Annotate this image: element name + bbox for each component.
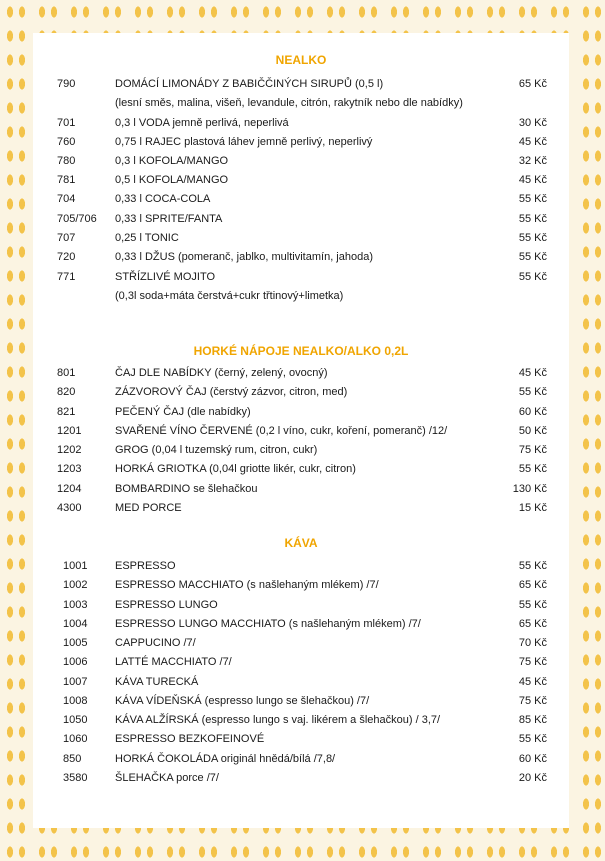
- menu-item: [33, 290, 569, 309]
- menu-item: [33, 155, 569, 174]
- menu-item: [33, 251, 569, 270]
- item-name: ESPRESSO: [115, 560, 176, 572]
- item-name: 0,33 l SPRITE/FANTA: [115, 213, 223, 225]
- item-price: 45 Kč: [518, 136, 547, 148]
- item-name: CAPPUCINO /7/: [115, 637, 196, 649]
- item-price: 55 Kč: [518, 213, 547, 225]
- item-name: KÁVA ALŽÍRSKÁ (espresso lungo s vaj. likérem a šlehačkou) / 3,7/: [115, 714, 441, 726]
- item-price: 65 Kč: [518, 78, 547, 90]
- item-code: 771: [57, 271, 76, 283]
- item-code: 1003: [63, 599, 88, 611]
- menu-item: [33, 136, 569, 155]
- item-name: DOMÁCÍ LIMONÁDY Z BABIČČINÝCH SIRUPŮ (0,5 l): [115, 78, 384, 90]
- menu-item: [33, 733, 569, 752]
- item-code: 820: [57, 386, 76, 398]
- menu-item: [33, 656, 569, 675]
- item-code: 1203: [57, 463, 82, 475]
- item-code: 1006: [63, 656, 88, 668]
- item-price: 55 Kč: [518, 599, 547, 611]
- item-code: 705/706: [57, 213, 97, 225]
- item-name: KÁVA TURECKÁ: [115, 676, 199, 688]
- item-price: 50 Kč: [518, 425, 547, 437]
- item-code: 1060: [63, 733, 88, 745]
- menu-item: [33, 386, 569, 405]
- item-code: 1204: [57, 483, 82, 495]
- item-code: 1004: [63, 618, 88, 630]
- item-name: HORKÁ ČOKOLÁDA originál hnědá/bílá /7,8/: [115, 753, 336, 765]
- item-code: 1008: [63, 695, 88, 707]
- menu-item: [33, 560, 569, 579]
- item-name: STŘÍZLIVÉ MOJITO: [115, 271, 216, 283]
- menu-item: [33, 174, 569, 193]
- item-code: 850: [63, 753, 82, 765]
- menu-item: [33, 213, 569, 232]
- menu-item: [33, 117, 569, 136]
- menu-item: [33, 753, 569, 772]
- item-name: MED PORCE: [115, 502, 182, 514]
- menu-item: [33, 463, 569, 482]
- item-code: 760: [57, 136, 76, 148]
- item-price: 45 Kč: [518, 676, 547, 688]
- item-price: 45 Kč: [518, 174, 547, 186]
- item-price: 32 Kč: [518, 155, 547, 167]
- menu-item: [33, 232, 569, 251]
- menu-item: [33, 406, 569, 425]
- item-name: 0,3 l KOFOLA/MANGO: [115, 155, 229, 167]
- item-price: 60 Kč: [518, 406, 547, 418]
- item-price: 75 Kč: [518, 656, 547, 668]
- item-price: 85 Kč: [518, 714, 547, 726]
- item-name: 0,33 l COCA-COLA: [115, 193, 211, 205]
- menu-item: [33, 78, 569, 97]
- item-name: ESPRESSO MACCHIATO (s našlehaným mlékem) /7/: [115, 579, 379, 591]
- menu-item: [33, 714, 569, 733]
- item-code: 4300: [57, 502, 82, 514]
- item-price: 55 Kč: [518, 271, 547, 283]
- item-name: GROG (0,04 l tuzemský rum, citron, cukr): [115, 444, 318, 456]
- menu-item: [33, 444, 569, 463]
- item-price: 60 Kč: [518, 753, 547, 765]
- item-price: 130 Kč: [512, 483, 547, 495]
- item-code: 3580: [63, 772, 88, 784]
- item-code: 1001: [63, 560, 88, 572]
- item-name: (0,3l soda+máta čerstvá+cukr třtinový+limetka): [115, 290, 344, 302]
- item-code: 1202: [57, 444, 82, 456]
- item-name: 0,25 l TONIC: [115, 232, 179, 244]
- item-name: ŠLEHAČKA porce /7/: [115, 772, 219, 784]
- item-price: 20 Kč: [518, 772, 547, 784]
- menu-item: [33, 425, 569, 444]
- item-code: 720: [57, 251, 76, 263]
- item-code: 1002: [63, 579, 88, 591]
- item-name: KÁVA VÍDEŇSKÁ (espresso lungo se šlehačkou) /7/: [115, 695, 370, 707]
- item-name: ZÁZVOROVÝ ČAJ (čerstvý zázvor, citron, med): [115, 386, 348, 398]
- item-name: 0,5 l KOFOLA/MANGO: [115, 174, 229, 186]
- item-code: 1201: [57, 425, 82, 437]
- item-price: 55 Kč: [518, 733, 547, 745]
- menu-item: [33, 483, 569, 502]
- item-price: 30 Kč: [518, 117, 547, 129]
- item-name: SVAŘENÉ VÍNO ČERVENÉ (0,2 l víno, cukr, koření, pomeranč) /12/: [115, 425, 448, 437]
- section-title-hot-drinks: HORKÉ NÁPOJE NEALKO/ALKO 0,2L: [193, 344, 409, 358]
- item-code: 704: [57, 193, 76, 205]
- menu-item: [33, 502, 569, 521]
- item-name: 0,3 l VODA jemně perlivá, neperlivá: [115, 117, 289, 129]
- item-price: 70 Kč: [518, 637, 547, 649]
- item-name: PEČENÝ ČAJ (dle nabídky): [115, 406, 251, 418]
- menu-sheet: [33, 33, 569, 828]
- item-price: 45 Kč: [518, 367, 547, 379]
- item-name: HORKÁ GRIOTKA (0,04l griotte likér, cukr, citron): [115, 463, 356, 475]
- menu-item: [33, 772, 569, 791]
- item-name: ESPRESSO LUNGO: [115, 599, 218, 611]
- item-name: (lesní směs, malina, višeň, levandule, citrón, rakytník nebo dle nabídky): [115, 97, 463, 109]
- item-price: 55 Kč: [518, 232, 547, 244]
- section-title-kava: KÁVA: [284, 536, 318, 550]
- item-price: 55 Kč: [518, 386, 547, 398]
- menu-item: [33, 579, 569, 598]
- item-code: 801: [57, 367, 76, 379]
- item-name: BOMBARDINO se šlehačkou: [115, 483, 258, 495]
- item-price: 65 Kč: [518, 618, 547, 630]
- menu-item: [33, 695, 569, 714]
- item-price: 55 Kč: [518, 560, 547, 572]
- item-code: 780: [57, 155, 76, 167]
- item-code: 1005: [63, 637, 88, 649]
- item-name: ČAJ DLE NABÍDKY (černý, zelený, ovocný): [115, 367, 328, 379]
- item-price: 55 Kč: [518, 193, 547, 205]
- menu-item: [33, 193, 569, 212]
- item-code: 707: [57, 232, 76, 244]
- menu-item: [33, 367, 569, 386]
- item-name: ESPRESSO BEZKOFEINOVÉ: [115, 733, 265, 745]
- item-code: 1050: [63, 714, 88, 726]
- item-name: 0,33 l DŽUS (pomeranč, jablko, multivitamín, jahoda): [115, 251, 373, 263]
- menu-item: [33, 97, 569, 116]
- item-name: 0,75 l RAJEC plastová láhev jemně perlivý, neperlivý: [115, 136, 373, 148]
- item-price: 65 Kč: [518, 579, 547, 591]
- item-price: 15 Kč: [518, 502, 547, 514]
- item-price: 55 Kč: [518, 251, 547, 263]
- item-price: 75 Kč: [518, 695, 547, 707]
- item-code: 701: [57, 117, 76, 129]
- item-code: 781: [57, 174, 76, 186]
- item-code: 821: [57, 406, 76, 418]
- item-price: 55 Kč: [518, 463, 547, 475]
- menu-item: [33, 271, 569, 290]
- item-price: 75 Kč: [518, 444, 547, 456]
- item-code: 790: [57, 78, 76, 90]
- menu-item: [33, 637, 569, 656]
- menu-item: [33, 618, 569, 637]
- item-name: LATTÉ MACCHIATO /7/: [115, 656, 232, 668]
- section-title-nealko: NEALKO: [275, 53, 327, 67]
- item-code: 1007: [63, 676, 88, 688]
- item-name: ESPRESSO LUNGO MACCHIATO (s našlehaným mlékem) /7/: [115, 618, 421, 630]
- menu-item: [33, 676, 569, 695]
- menu-item: [33, 599, 569, 618]
